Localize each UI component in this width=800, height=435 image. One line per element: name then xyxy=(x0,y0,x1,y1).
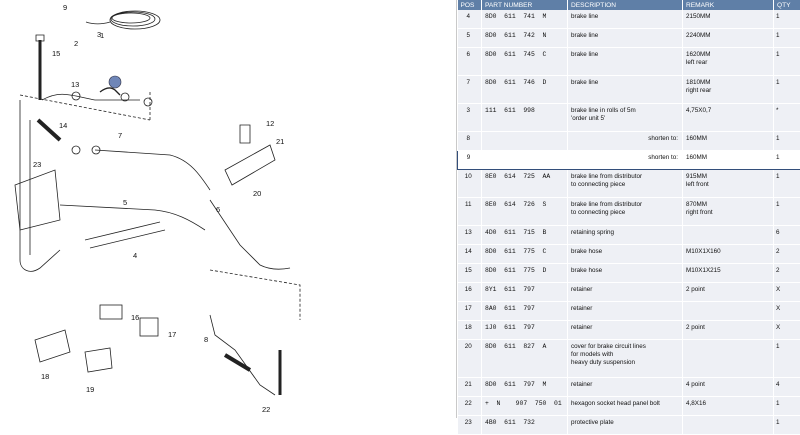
remark-line: 4,8X16 xyxy=(686,400,771,408)
callout-18[interactable]: 18 xyxy=(41,372,49,381)
callout-16[interactable]: 16 xyxy=(131,313,139,322)
cell-pos: 15 xyxy=(458,264,482,283)
hose-14 xyxy=(38,120,60,140)
cell-qty: 1 xyxy=(774,198,800,226)
cell-pos: 17 xyxy=(458,302,482,321)
callout-17[interactable]: 17 xyxy=(168,330,176,339)
cell-part-number: 8Y1 611 797 xyxy=(482,283,568,302)
cell-pos: 3 xyxy=(458,104,482,132)
parts-table-body xyxy=(458,10,800,435)
table-row[interactable] xyxy=(458,321,800,340)
col-header-pos[interactable]: POS xyxy=(458,0,482,10)
cell-pos: 20 xyxy=(458,340,482,378)
remark-line: M10X1X215 xyxy=(686,267,771,275)
table-row[interactable] xyxy=(458,283,800,302)
selected-part-marker[interactable] xyxy=(109,76,121,88)
description-line: brake line xyxy=(571,32,680,40)
cell-part-number: 4B0 611 732 xyxy=(482,416,568,435)
cell-description xyxy=(568,416,683,435)
cell-shorten-note: shorten to: xyxy=(568,151,683,170)
cell-description xyxy=(568,245,683,264)
cell-remark xyxy=(683,283,774,302)
retainer-16 xyxy=(100,305,122,319)
parts-list-panel xyxy=(456,0,800,418)
description-line: retainer xyxy=(571,305,680,313)
cell-description xyxy=(568,397,683,416)
description-line: brake line xyxy=(571,79,680,87)
description-line: brake line from distributor xyxy=(571,201,680,209)
description-line: retaining spring xyxy=(571,229,680,237)
cell-pos: 18 xyxy=(458,321,482,340)
cell-part-number: 8D0 611 775 C xyxy=(482,245,568,264)
cell-qty: * xyxy=(774,104,800,132)
table-row[interactable] xyxy=(458,104,800,132)
cell-pos: 21 xyxy=(458,378,482,397)
cell-part-number: 8D0 611 745 C xyxy=(482,48,568,76)
cell-description xyxy=(568,321,683,340)
remark-line: 160MM xyxy=(686,154,771,162)
cell-pos: 13 xyxy=(458,226,482,245)
table-row[interactable] xyxy=(458,416,800,435)
remark-line: M10X1X160 xyxy=(686,248,771,256)
cell-qty: 6 xyxy=(774,226,800,245)
cell-description xyxy=(568,340,683,378)
description-line: to connecting piece xyxy=(571,181,680,189)
description-line: retainer xyxy=(571,286,680,294)
cell-part-number: 8D0 611 741 M xyxy=(482,10,568,29)
cell-qty: X xyxy=(774,321,800,340)
cell-qty: 1 xyxy=(774,10,800,29)
cell-part-number: 8D0 611 742 N xyxy=(482,29,568,48)
cell-description xyxy=(568,283,683,302)
callout-19[interactable]: 19 xyxy=(86,385,94,394)
cell-remark xyxy=(683,226,774,245)
callout-5[interactable]: 5 xyxy=(123,198,127,207)
cell-remark xyxy=(683,48,774,76)
cell-remark xyxy=(683,104,774,132)
callout-2[interactable]: 2 xyxy=(74,39,78,48)
cell-description xyxy=(568,170,683,198)
table-row[interactable] xyxy=(458,340,800,378)
description-line: heavy duty suspension xyxy=(571,359,680,367)
cell-description xyxy=(568,76,683,104)
cell-pos: 22 xyxy=(458,397,482,416)
cell-part-number: 8D0 611 746 D xyxy=(482,76,568,104)
description-line: brake line from distributor xyxy=(571,173,680,181)
cell-description xyxy=(568,264,683,283)
cell-shorten-note: shorten to: xyxy=(568,132,683,151)
remark-line: 2240MM xyxy=(686,32,771,40)
callout-8[interactable]: 8 xyxy=(204,335,208,344)
description-line: brake hose xyxy=(571,248,680,256)
remark-line: 2150MM xyxy=(686,13,771,21)
cell-remark xyxy=(683,416,774,435)
callout-23[interactable]: 23 xyxy=(33,160,41,169)
retainer-19 xyxy=(85,348,112,372)
cell-qty: 2 xyxy=(774,245,800,264)
table-row[interactable] xyxy=(458,226,800,245)
cell-description xyxy=(568,29,683,48)
cell-qty: 1 xyxy=(774,132,800,151)
callout-20[interactable]: 20 xyxy=(253,189,261,198)
table-row[interactable] xyxy=(458,29,800,48)
remark-line: 160MM xyxy=(686,135,771,143)
col-header-remark[interactable]: REMARK xyxy=(683,0,774,10)
cell-description xyxy=(568,10,683,29)
description-line: cover for brake circuit lines xyxy=(571,343,680,351)
remark-line: right rear xyxy=(686,87,771,95)
bracket-20 xyxy=(225,145,275,185)
cell-description xyxy=(568,226,683,245)
retainer-18 xyxy=(35,330,70,362)
cell-qty: X xyxy=(774,302,800,321)
cell-part-number: + N 907 750 01 xyxy=(482,397,568,416)
cell-part-number: 111 611 998 xyxy=(482,104,568,132)
cell-remark xyxy=(683,397,774,416)
cell-qty: 4 xyxy=(774,378,800,397)
description-line: retainer xyxy=(571,324,680,332)
cell-remark xyxy=(683,378,774,397)
remark-line: 1810MM xyxy=(686,79,771,87)
remark-line: 4 point xyxy=(686,381,771,389)
parts-table xyxy=(457,0,800,435)
cell-pos: 16 xyxy=(458,283,482,302)
table-row[interactable] xyxy=(458,397,800,416)
cell-description xyxy=(568,198,683,226)
cell-pos: 14 xyxy=(458,245,482,264)
cell-part-number: 8D0 611 827 A xyxy=(482,340,568,378)
cell-qty: 1 xyxy=(774,170,800,198)
remark-line: 1620MM xyxy=(686,51,771,59)
col-header-qty[interactable]: QTY xyxy=(774,0,800,10)
description-line: brake line xyxy=(571,13,680,21)
description-line: brake line xyxy=(571,51,680,59)
table-row[interactable] xyxy=(458,264,800,283)
cell-qty: 1 xyxy=(774,151,800,170)
description-line: to connecting piece xyxy=(571,209,680,217)
cell-qty: 1 xyxy=(774,76,800,104)
description-line: hexagon socket head panel bolt xyxy=(571,400,680,408)
remark-line: right front xyxy=(686,209,771,217)
cell-part-number: 4D0 611 715 B xyxy=(482,226,568,245)
cell-remark xyxy=(683,29,774,48)
cell-pos: 5 xyxy=(458,29,482,48)
description-line: brake hose xyxy=(571,267,680,275)
table-row[interactable] xyxy=(458,48,800,76)
cell-part-number xyxy=(482,151,568,170)
table-row[interactable] xyxy=(458,170,800,198)
cell-qty: 1 xyxy=(774,397,800,416)
description-line: 'order unit 5' xyxy=(571,115,680,123)
cell-remark xyxy=(683,302,774,321)
cell-remark xyxy=(683,245,774,264)
remark-line: 2 point xyxy=(686,324,771,332)
cell-pos: 23 xyxy=(458,416,482,435)
cell-part-number: 8E0 614 726 S xyxy=(482,198,568,226)
cell-pos: 11 xyxy=(458,198,482,226)
cell-qty: 1 xyxy=(774,340,800,378)
cell-description xyxy=(568,302,683,321)
callout-13[interactable]: 13 xyxy=(71,80,79,89)
cell-part-number: 8D0 611 775 D xyxy=(482,264,568,283)
callout-7[interactable]: 7 xyxy=(118,131,122,140)
callout-15[interactable]: 15 xyxy=(52,49,60,58)
callout-4[interactable]: 4 xyxy=(133,251,137,260)
cell-part-number xyxy=(482,132,568,151)
cell-remark xyxy=(683,198,774,226)
remark-line: 870MM xyxy=(686,201,771,209)
cell-pos: 6 xyxy=(458,48,482,76)
cell-description xyxy=(568,48,683,76)
cell-qty: X xyxy=(774,283,800,302)
table-row[interactable] xyxy=(458,151,800,170)
cell-pos: 4 xyxy=(458,10,482,29)
cell-remark xyxy=(683,76,774,104)
description-line: protective plate xyxy=(571,419,680,427)
cell-remark xyxy=(683,10,774,29)
cell-pos: 9 xyxy=(458,151,482,170)
remark-line: left rear xyxy=(686,59,771,67)
callout-21[interactable]: 21 xyxy=(276,137,284,146)
remark-line: 2 point xyxy=(686,286,771,294)
remark-line: left front xyxy=(686,181,771,189)
callout-1[interactable]: 1 xyxy=(100,31,104,40)
table-header-row xyxy=(458,0,800,10)
callout-3[interactable]: 3 xyxy=(97,30,101,39)
remark-line: 4,75X0,7 xyxy=(686,107,771,115)
cell-qty: 1 xyxy=(774,48,800,76)
callout-9[interactable]: 9 xyxy=(63,3,67,12)
table-row[interactable] xyxy=(458,76,800,104)
cell-remark xyxy=(683,132,774,151)
cell-remark xyxy=(683,170,774,198)
cell-description xyxy=(568,378,683,397)
cell-part-number: 8E0 614 725 AA xyxy=(482,170,568,198)
cell-pos: 10 xyxy=(458,170,482,198)
cell-part-number: 8D0 611 797 M xyxy=(482,378,568,397)
table-row[interactable] xyxy=(458,302,800,321)
callout-6[interactable]: 6 xyxy=(216,205,220,214)
cell-part-number: 1J0 611 797 xyxy=(482,321,568,340)
plate-23 xyxy=(15,170,60,230)
cell-pos: 8 xyxy=(458,132,482,151)
table-row[interactable] xyxy=(458,198,800,226)
table-row[interactable] xyxy=(458,378,800,397)
cell-remark xyxy=(683,340,774,378)
retainer-17 xyxy=(140,318,158,336)
col-header-part-number[interactable]: PART NUMBER xyxy=(482,0,568,10)
cell-qty: 2 xyxy=(774,264,800,283)
cell-pos: 7 xyxy=(458,76,482,104)
callout-12[interactable]: 12 xyxy=(266,119,274,128)
cell-remark xyxy=(683,321,774,340)
description-line: retainer xyxy=(571,381,680,389)
cell-qty: 1 xyxy=(774,416,800,435)
cell-remark xyxy=(683,151,774,170)
description-line: brake line in rolls of 5m xyxy=(571,107,680,115)
callout-22[interactable]: 22 xyxy=(262,405,270,414)
table-row[interactable] xyxy=(458,10,800,29)
cell-remark xyxy=(683,264,774,283)
description-line: for models with xyxy=(571,351,680,359)
col-header-description[interactable]: DESCRIPTION xyxy=(568,0,683,10)
table-row[interactable] xyxy=(458,132,800,151)
table-row[interactable] xyxy=(458,245,800,264)
remark-line: 915MM xyxy=(686,173,771,181)
cell-qty: 1 xyxy=(774,29,800,48)
cell-description xyxy=(568,104,683,132)
callout-14[interactable]: 14 xyxy=(59,121,67,130)
cell-part-number: 8A0 611 797 xyxy=(482,302,568,321)
